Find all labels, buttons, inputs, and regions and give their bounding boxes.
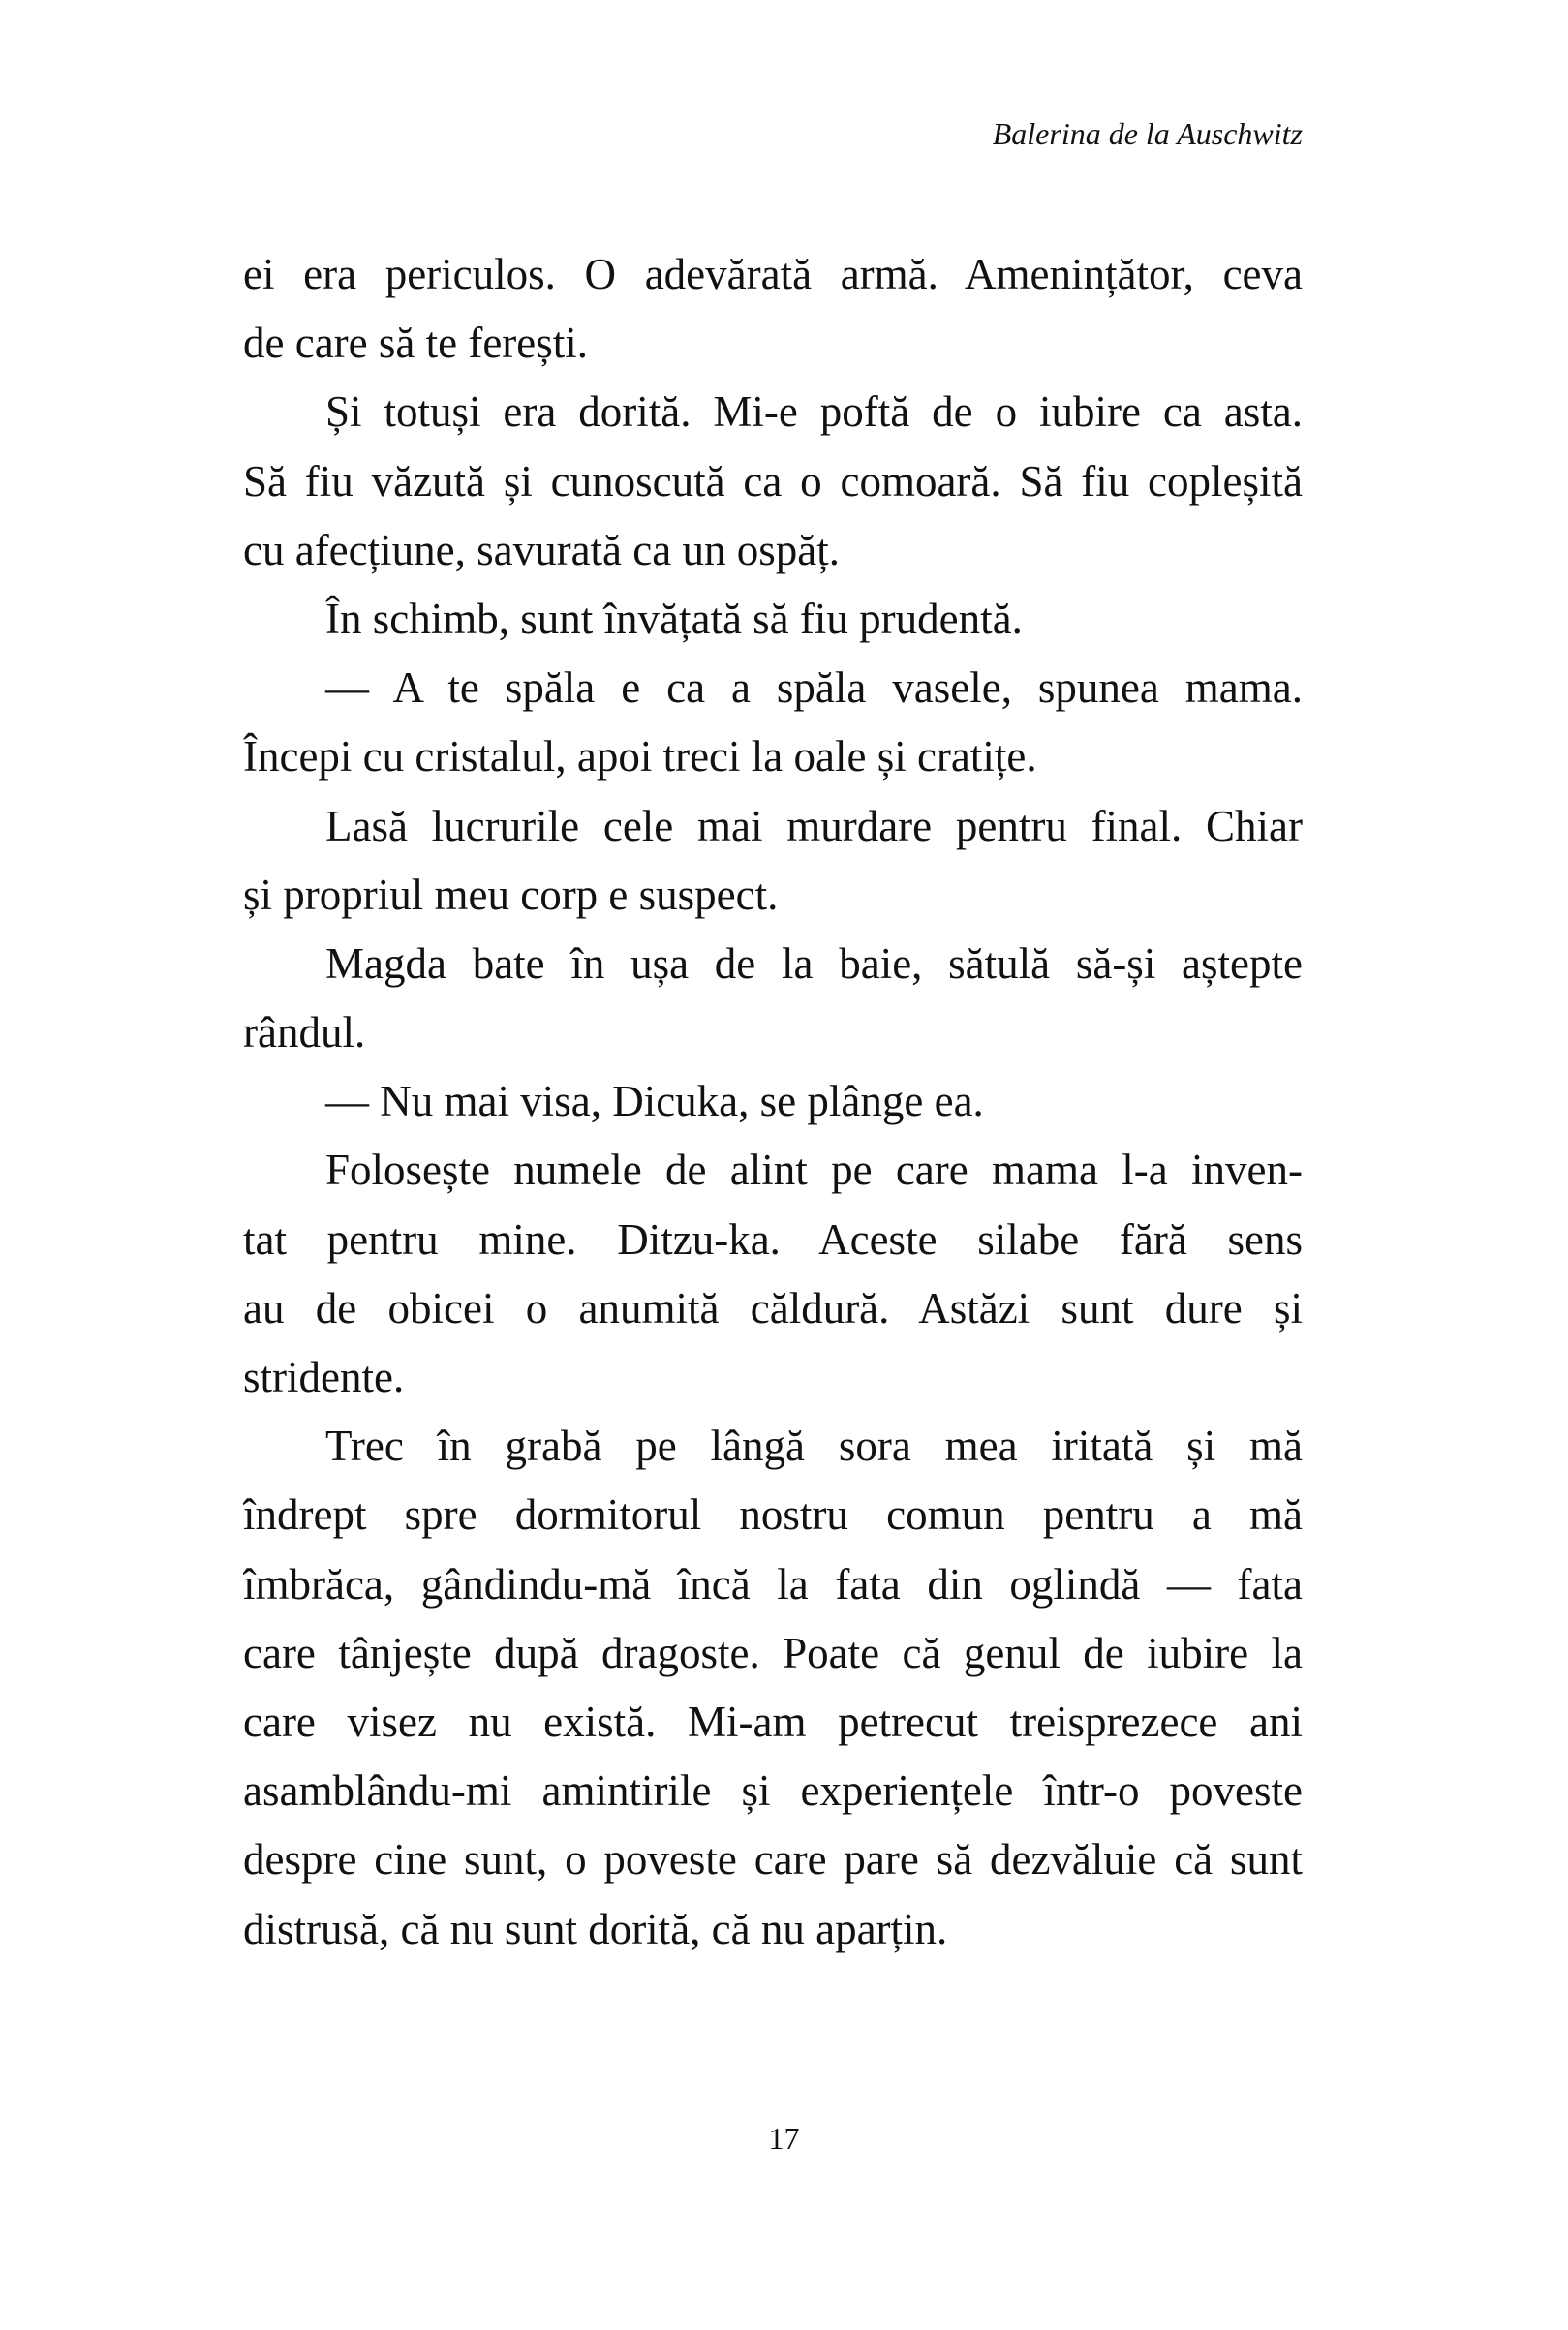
text-line: despre cine sunt, o poveste care pare să dezvăluie că sunt [243, 1835, 1303, 1885]
text-line: stridente. [243, 1353, 405, 1401]
text-line: Lasă lucrurile cele mai murdare pentru final. Chiar [325, 801, 1303, 850]
text-line: care tânjește după dragoste. Poate că genul de iubire la [243, 1628, 1303, 1677]
text-line: Să fiu văzută și cunoscută ca o comoară. Să fiu copleșită [243, 456, 1303, 506]
text-line: cu afecțiune, savurată ca un ospăț. [243, 525, 840, 574]
text-line: de care să te ferești. [243, 319, 589, 368]
text-line: ei era periculos. O adevărată armă. Amenințător, ceva [243, 250, 1303, 298]
text-line: îmbrăca, gândindu-mă încă la fata din oglindă — fata [243, 1559, 1303, 1609]
text-line: Începi cu cristalul, apoi treci la oale și cratițe. [243, 732, 1037, 782]
text-line: îndrept spre dormitorul nostru comun pentru a mă [243, 1490, 1303, 1540]
text-line: — Nu mai visa, Dicuka, se plânge ea. [325, 1077, 984, 1126]
text-line: Folosește numele de alint pe care mama l-a inven- [325, 1146, 1303, 1195]
text-line: asamblându-mi amintirile și experiențele într-o poveste [243, 1766, 1303, 1816]
text-line: și propriul meu corp e suspect. [243, 870, 779, 919]
text-line: tat pentru mine. Ditzu-ka. Aceste silabe fără sens [243, 1214, 1303, 1264]
text-line: care visez nu există. Mi-am petrecut treisprezece ani [243, 1697, 1303, 1746]
running-header: Balerina de la Auschwitz [992, 116, 1303, 151]
text-line: Trec în grabă pe lângă sora mea iritată și mă [325, 1422, 1303, 1471]
text-line: rândul. [243, 1008, 366, 1058]
body-text [243, 240, 1303, 1964]
text-line: au de obicei o anumită căldură. Astăzi sunt dure și [243, 1283, 1303, 1333]
page-number: 17 [768, 2121, 800, 2156]
text-line: În schimb, sunt învățată să fiu prudentă. [325, 594, 1023, 643]
text-line: distrusă, că nu sunt dorită, că nu aparțin. [243, 1904, 948, 1953]
text-line: — A te spăla e ca a spăla vasele, spunea mama. [325, 663, 1303, 713]
text-line: Magda bate în ușa de la baie, sătulă să-și aștepte [325, 938, 1303, 988]
text-line: Și totuși era dorită. Mi-e poftă de o iubire ca asta. [325, 387, 1303, 437]
